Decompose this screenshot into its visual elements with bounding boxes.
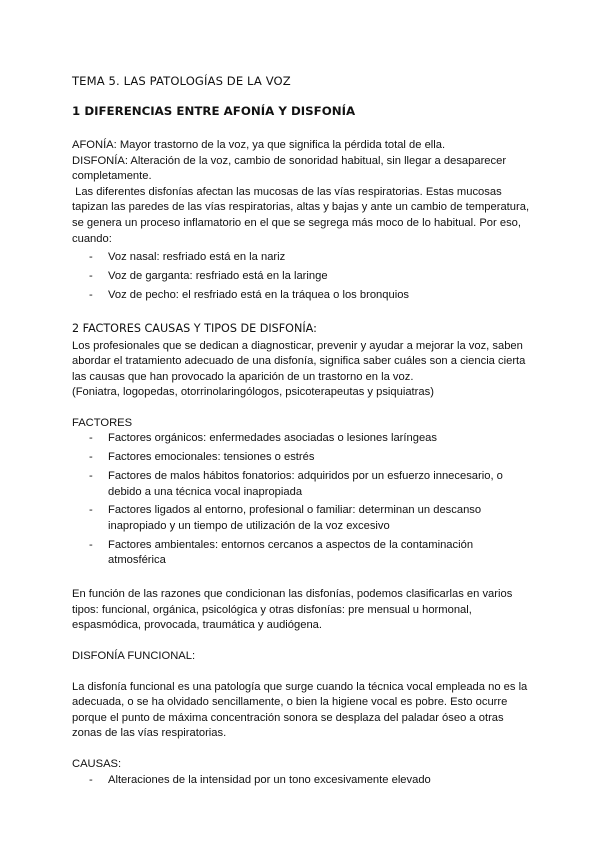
list-item-text: Factores emocionales: tensiones o estrés [108,451,315,464]
spacer [72,665,532,680]
funcional-line3: porque el punto de máxima concentración sonora se desplaza del paladar óseo a otras [72,711,504,724]
list-item [72,450,532,466]
section1-heading: 1 DIFERENCIAS ENTRE AFONÍA Y DISFONÍA [72,104,356,118]
profesionales-line1: Los profesionales que se dedican a diagnosticar, prevenir y ayudar a mejorar la voz, saben [72,339,523,352]
clasificacion-line2: tipos: funcional, orgánica, psicológica y otras disfonías: pre mensual u hormonal, [72,603,472,616]
list-item [72,773,532,789]
causas-label: CAUSAS: [72,757,122,770]
mucosas-paragraph-line1: Las diferentes disfonías afectan las mucosas de las vías respiratorias. Estas mucosas [72,185,502,198]
disfonia-definition-line2: completamente. [72,170,152,183]
list-item [72,269,532,285]
bullet-dash: - [89,451,93,464]
causas-list [72,773,532,789]
bullet-dash: - [89,432,93,445]
mucosas-paragraph-line2: tapizan las paredes de las vías respiratorias, altas y bajas y ante un cambio de temperatura, [72,201,530,214]
section2-heading: 2 FACTORES CAUSAS Y TIPOS DE DISFONÍA: [72,321,317,335]
list-item-text: Alteraciones de la intensidad por un tono excesivamente elevado [108,773,431,786]
profesionales-line2: abordar el tratamiento adecuado de una disfonía, significa saber cuáles son a ciencia cierta [72,355,526,368]
spacer [72,401,532,416]
list-item-text-line2: atmosférica [108,554,166,567]
list-item-text: Voz de pecho: el resfriado está en la tráquea o los bronquios [108,288,410,301]
list-item-text-line1: Factores ligados al entorno, profesional o familiar: determinan un descanso [108,504,482,517]
bullet-dash: - [89,504,93,517]
disfonia-definition-line1: DISFONÍA: Alteración de la voz, cambio de sonoridad habitual, sin llegar a desaparecer [72,154,507,167]
clasificacion-line3: espasmódica, provocada, traumática y audiógena. [72,619,323,632]
list-item [72,250,532,266]
list-item-text-line2: debido a una técnica vocal inapropiada [108,485,303,498]
mucosas-paragraph-line3: se genera un proceso inflamatorio en el que se segrega más moco de lo habitual. Por eso, [72,216,522,229]
profesionales-line3: las causas que han provocado la aparición de un trastorno en la voz. [72,370,414,383]
clasificacion-line1: En función de las razones que condicionan las disfonías, podemos clasificarlas en varios [72,588,513,601]
bullet-dash: - [89,288,93,301]
spacer [72,572,532,587]
list-item-text-line1: Factores ambientales: entornos cercanos a aspectos de la contaminación [108,538,474,551]
spacer [72,307,532,322]
document-title: TEMA 5. LAS PATOLOGÍAS DE LA VOZ [72,74,291,88]
list-item [72,469,532,500]
bullet-dash: - [89,251,93,264]
spacer [72,634,532,649]
spacer [72,742,532,757]
bullet-dash: - [89,269,93,282]
funcional-line4: zonas de las vías respiratorias. [72,727,227,740]
list-item [72,288,532,304]
list-item-text: Voz nasal: resfriado está en la nariz [108,251,286,264]
bullet-dash: - [89,773,93,786]
mucosas-paragraph-line4: cuando: [72,232,112,245]
list-item [72,431,532,447]
list-item-text: Factores orgánicos: enfermedades asociadas o lesiones laríngeas [108,432,437,445]
funcional-line1: La disfonía funcional es una patología que surge cuando la técnica vocal empleada no es la [72,680,528,693]
voz-types-list [72,250,532,303]
list-item [72,503,532,534]
factores-list [72,431,532,569]
list-item-text: Voz de garganta: resfriado está en la laringe [108,269,328,282]
funcional-label: DISFONÍA FUNCIONAL: [72,649,196,662]
list-item-text-line1: Factores de malos hábitos fonatorios: adquiridos por un esfuerzo innecesario, o [108,470,503,483]
list-item-text-line2: inapropiado y un tiempo de utilización de la voz excesivo [108,520,390,532]
factores-label: FACTORES [72,416,133,429]
bullet-dash: - [89,538,93,551]
bullet-dash: - [89,470,93,483]
list-item [72,538,532,569]
funcional-line2: adecuada, o se ha olvidado sencillamente, o bien la higiene vocal es pobre. Esto ocurre [72,696,508,709]
profesionales-list: (Foniatra, logopedas, otorrinolaringólogos, psicoterapeutas y psiquiatras) [72,386,434,399]
document-content [72,74,532,791]
afonia-definition: AFONÍA: Mayor trastorno de la voz, ya que significa la pérdida total de ella. [72,139,446,151]
